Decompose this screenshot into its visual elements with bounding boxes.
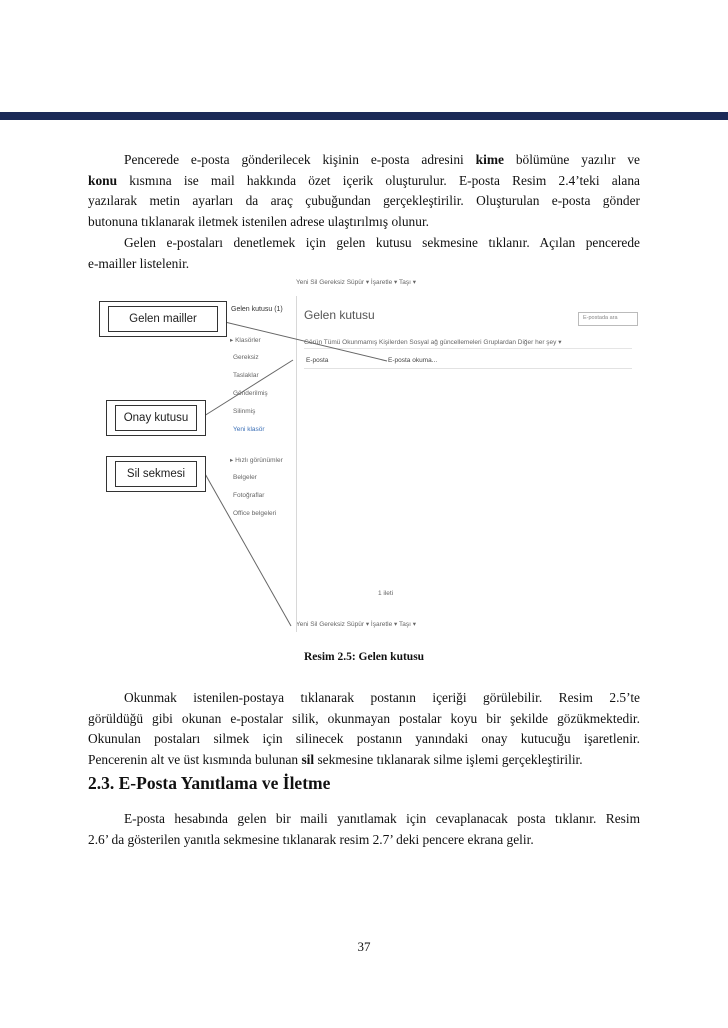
figure-caption: Resim 2.5: Gelen kutusu [303, 651, 425, 663]
leader-line-sil [204, 472, 291, 626]
row-subject: E-posta okuma... [388, 357, 438, 364]
inbox-figure [88, 268, 640, 640]
sidebar-item: ▸ Klasörler [230, 337, 261, 344]
sidebar-inbox: Gelen kutusu (1) [231, 306, 283, 313]
sidebar-item: ▸ Hızlı görünümler [230, 457, 283, 464]
callout-onay-kutusu [106, 400, 206, 436]
header-rule [0, 112, 728, 120]
page-number: 37 [357, 939, 371, 954]
paragraph-3-line-1: Okunmak istenilen-postaya tıklanarak postanın içeriği görülebilir. Resim 2.5’te [124, 690, 640, 705]
paragraph-1 [88, 150, 640, 232]
toolbar-top: Yeni Sil Gereksiz Süpür ▾ İşaretle ▾ Taşı ▾ [296, 279, 416, 286]
section-heading: 2.3. E-Posta Yanıtlama ve İletme [88, 773, 331, 793]
callout-gelen-label: Gelen mailler [129, 313, 197, 325]
toolbar-bottom: Yeni Sil Gereksiz Süpür ▾ İşaretle ▾ Taşı ▾ [296, 621, 416, 628]
paragraph-4 [88, 809, 640, 850]
paragraph-4-line-1: E-posta hesabında gelen bir maili yanıtlamak için cevaplanacak posta tıklanır. Resim [124, 811, 640, 826]
sidebar-item: Yeni klasör [233, 426, 265, 433]
callout-sil-sekmesi [106, 456, 206, 492]
search-placeholder: E-postada ara [583, 315, 618, 321]
sidebar-item: Silinmiş [233, 408, 256, 415]
paragraph-3-line-2: görüldüğü gibi okunan e-postalar silik, okunmayan postalar koyu bir şekilde gözükmektedir. [88, 710, 640, 726]
paragraph-2-line-1: Gelen e-postaları denetlemek için gelen kutusu sekmesine tıklanır. Açılan pencerede [124, 235, 640, 250]
leader-line-gelen [204, 317, 387, 361]
paragraph-1-line-2: konu kısmına ise mail hakkında özet içerik oluşturulur. E-posta Resim 2.4’teki alana [88, 172, 640, 188]
paragraph-1-line-4: butonuna tıklanarak iletmek istenilen adrese ulaştırılmış olunur. [88, 213, 430, 229]
paragraph-3 [88, 688, 640, 770]
callout-onay-label: Onay kutusu [123, 412, 189, 424]
paragraph-3-line-3: Okunulan postaları silmek için silinecek postanın yanındaki onay kutucuğu işaretlenir. [88, 731, 640, 746]
row-from: E-posta [306, 357, 329, 364]
sidebar-item: Fotoğraflar [233, 492, 265, 499]
sidebar-item: Office belgeleri [233, 510, 277, 517]
callout-gelen-mailler [99, 301, 227, 337]
sidebar-item: Belgeler [233, 474, 257, 481]
paragraph-4-line-2: 2.6’ da gösterilen yanıtla sekmesine tıklanarak resim 2.7’ deki pencere ekrana gelir. [88, 831, 534, 847]
filter-labels: Görün Tümü Okunmamış Kişilerden Sosyal ağ güncellemeleri Gruplardan Diğer her şey ▾ [304, 339, 562, 346]
sidebar-item: Taslaklar [233, 372, 259, 379]
leader-line-onay [204, 360, 293, 416]
inbox-title: Gelen kutusu [304, 308, 375, 322]
paragraph-1-line-1: Pencerede e-posta gönderilecek kişinin e-posta adresini kime bölümüne yazılır ve [124, 152, 640, 167]
callout-sil-label: Sil sekmesi [126, 468, 186, 480]
paragraph-1-line-3: yazılarak metin ayarları da araç çubuğundan gerçekleştirilir. Oluşturulan e-posta gönder [88, 193, 640, 208]
paragraph-2-line-2: e-mailler listelenir. [88, 255, 190, 271]
sidebar-item: Gereksiz [233, 354, 259, 361]
message-count: 1 ileti [378, 590, 394, 597]
paragraph-3-line-4: Pencerenin alt ve üst kısmında bulunan sil sekmesine tıklanarak silme işlemi gerçekleştirilir. [88, 751, 583, 767]
sidebar-item: Gönderilmiş [233, 390, 268, 397]
